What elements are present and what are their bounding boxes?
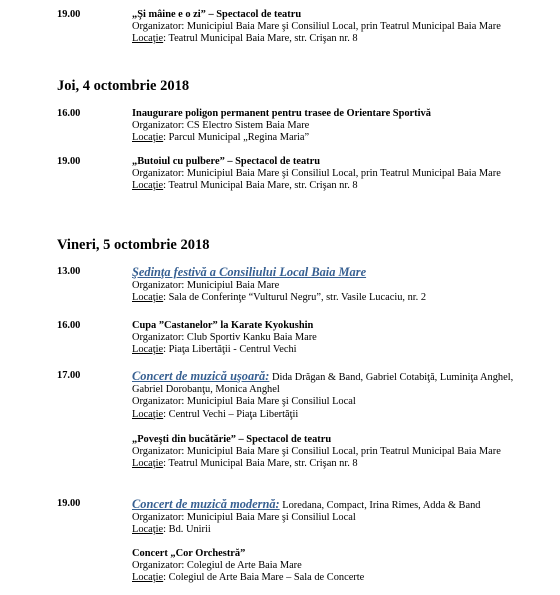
event-location	[132, 572, 517, 584]
event-body	[132, 156, 517, 193]
location-value: : Bd. Unirii	[163, 524, 211, 536]
location-value: : Teatrul Municipal Baia Mare, str. Crişan nr. 8	[163, 458, 358, 470]
event-body	[132, 370, 517, 421]
location-value: : Colegiul de Arte Baia Mare – Sala de Concerte	[163, 572, 365, 584]
event-entry	[57, 434, 517, 482]
event-time: 16.00	[57, 108, 81, 119]
location-label: Locaţie	[132, 458, 164, 470]
event-location	[132, 132, 517, 144]
event-time: 16.00	[57, 320, 81, 331]
location-label: Locaţie	[132, 33, 164, 45]
event-location	[132, 344, 517, 356]
event-location	[132, 292, 517, 304]
event-location	[132, 458, 517, 470]
event-time: 13.00	[57, 266, 81, 277]
location-value: : Piaţa Libertăţii - Centrul Vechi	[163, 344, 297, 356]
event-body	[132, 548, 517, 585]
event-title	[132, 498, 517, 512]
event-entry	[57, 370, 517, 420]
location-label: Locaţie	[132, 344, 164, 356]
event-body	[132, 320, 517, 357]
event-organizer: Organizator: Municipiul Baia Mare şi Consiliul Local	[132, 512, 356, 524]
event-time: 19.00	[57, 9, 81, 20]
day-heading: Joi, 4 octombrie 2018	[57, 78, 190, 94]
event-entry	[57, 9, 517, 57]
event-location	[132, 180, 517, 192]
location-value: : Teatrul Municipal Baia Mare, str. Crişan nr. 8	[163, 180, 358, 192]
event-body	[132, 434, 517, 471]
event-entry	[57, 320, 517, 356]
event-title: „Butoiul cu pulbere” – Spectacol de teatru	[132, 156, 320, 167]
event-title-styled: Concert de muzică uşoară:	[132, 369, 270, 383]
event-title: Concert „Cor Orchestră”	[132, 548, 246, 559]
event-organizer: Organizator: CS Electro Sistem Baia Mare	[132, 120, 310, 132]
event-title	[132, 266, 517, 280]
event-location	[132, 409, 517, 421]
event-time: 19.00	[57, 498, 81, 509]
event-entry	[57, 266, 517, 304]
event-body	[132, 266, 517, 305]
event-title-styled: Şedinţa festivă a Consiliului Local Baia Mare	[132, 265, 367, 279]
event-title	[132, 370, 517, 396]
location-value: : Sala de Conferinţe “Vulturul Negru”, str. Vasile Lucaciu, nr. 2	[163, 292, 427, 304]
event-title: „Şi mâine e o zi” – Spectacol de teatru	[132, 9, 302, 20]
event-body	[132, 9, 517, 46]
event-entry	[57, 498, 517, 536]
location-value: : Teatrul Municipal Baia Mare, str. Crişan nr. 8	[163, 33, 358, 45]
event-entry	[57, 108, 517, 144]
location-label: Locaţie	[132, 180, 164, 192]
event-organizer: Organizator: Club Sportiv Kanku Baia Mare	[132, 332, 317, 344]
event-title-tail: Dida Drăgan & Band, Gabriel Cotabiţă, Luminiţa Anghel, Gabriel Dorobanţu, Monica Anghel	[132, 372, 514, 396]
location-label: Locaţie	[132, 132, 164, 144]
event-body	[132, 108, 517, 145]
event-entry	[57, 156, 517, 204]
event-title-styled: Concert de muzică modernă:	[132, 497, 280, 511]
day-heading: Vineri, 5 octombrie 2018	[57, 237, 210, 253]
event-body	[132, 498, 517, 537]
location-label: Locaţie	[132, 572, 164, 584]
event-organizer: Organizator: Municipiul Baia Mare şi Consiliul Local, prin Teatrul Municipal Baia Mare	[132, 446, 501, 458]
event-title: „Poveşti din bucătărie” – Spectacol de teatru	[132, 434, 332, 445]
location-label: Locaţie	[132, 292, 164, 304]
event-time: 19.00	[57, 156, 81, 167]
event-entry	[57, 548, 517, 586]
location-label: Locaţie	[132, 524, 164, 536]
event-organizer: Organizator: Colegiul de Arte Baia Mare	[132, 560, 302, 572]
event-title: Inaugurare poligon permanent pentru trasee de Orientare Sportivă	[132, 108, 431, 119]
event-organizer: Organizator: Municipiul Baia Mare şi Consiliul Local	[132, 396, 356, 408]
event-location	[132, 33, 517, 45]
event-organizer: Organizator: Municipiul Baia Mare şi Consiliul Local, prin Teatrul Municipal Baia Mare	[132, 21, 501, 33]
event-organizer: Organizator: Municipiul Baia Mare şi Consiliul Local, prin Teatrul Municipal Baia Mare	[132, 168, 501, 180]
location-value: : Centrul Vechi – Piaţa Libertăţii	[163, 408, 299, 420]
event-title-tail: Loredana, Compact, Irina Rimes, Adda & Band	[279, 500, 481, 511]
event-organizer: Organizator: Municipiul Baia Mare	[132, 280, 280, 292]
event-time: 17.00	[57, 370, 81, 381]
event-title: Cupa ”Castanelor” la Karate Kyokushin	[132, 320, 314, 331]
event-location	[132, 524, 517, 536]
location-label: Locaţie	[132, 408, 164, 420]
location-value: : Parcul Municipal „Regina Maria”	[163, 132, 310, 144]
